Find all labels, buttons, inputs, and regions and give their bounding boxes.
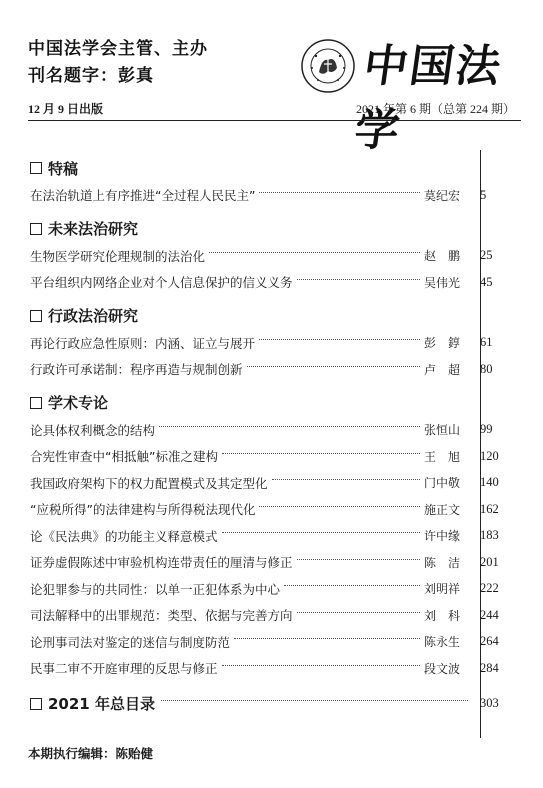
dot-leader xyxy=(159,426,420,427)
dot-leader xyxy=(161,700,468,701)
article-title: 平台组织内网络企业对个人信息保护的信义义务 xyxy=(30,275,293,291)
page-number: 284 xyxy=(480,660,499,675)
section-title-text: 学术专论 xyxy=(48,394,109,412)
article-title: 我国政府架构下的权力配置模式及其定型化 xyxy=(30,475,268,491)
article-title: 生物医学研究伦理规制的法治化 xyxy=(30,248,206,264)
article-author: 施正文 xyxy=(424,502,461,517)
toc-entry[interactable] xyxy=(30,629,520,656)
article-author: 许中缘 xyxy=(424,529,461,544)
article-author: 刘 科 xyxy=(424,608,461,623)
dot-leader xyxy=(297,612,420,613)
checkbox-square-icon xyxy=(30,162,42,174)
toc-entry[interactable] xyxy=(30,496,520,523)
toc-entry[interactable] xyxy=(30,443,520,470)
journal-logo-calligraphy: 中国法学 xyxy=(351,41,506,156)
page-number: 120 xyxy=(480,448,499,463)
issue-number: 2021 年第 6 期（总第 224 期） xyxy=(355,102,515,116)
annual-index-entry[interactable] xyxy=(30,690,520,718)
toc-section xyxy=(30,389,520,682)
toc-entry[interactable] xyxy=(30,470,520,497)
dot-leader xyxy=(259,339,420,340)
toc-entry[interactable] xyxy=(30,330,520,357)
article-title: 民事二审不开庭审理的反思与修正 xyxy=(30,661,218,677)
toc-entry[interactable] xyxy=(30,269,520,296)
article-author: 彭 錞 xyxy=(424,336,461,351)
toc-entry[interactable] xyxy=(30,243,520,270)
journal-seal-icon xyxy=(300,38,356,94)
article-author: 吴伟光 xyxy=(424,275,461,290)
page-number: 25 xyxy=(480,248,493,263)
checkbox-square-icon xyxy=(30,310,42,322)
masthead xyxy=(28,36,208,90)
article-author: 赵 鹏 xyxy=(424,249,461,264)
dot-leader xyxy=(259,192,420,193)
dot-leader xyxy=(234,638,420,639)
toc-section xyxy=(30,302,520,383)
section-title xyxy=(30,215,520,243)
article-title: 论具体权利概念的结构 xyxy=(30,422,156,438)
table-of-contents xyxy=(30,148,520,718)
article-title: 再论行政应急性原则：内涵、证立与展开 xyxy=(30,335,256,351)
page-number: 162 xyxy=(480,501,499,516)
article-author: 陈 洁 xyxy=(424,555,461,570)
section-title xyxy=(30,389,520,417)
page-number: 244 xyxy=(480,607,499,622)
page-number: 264 xyxy=(480,634,499,649)
page-number: 183 xyxy=(480,528,499,543)
page-number: 5 xyxy=(480,187,487,202)
executive-editor: 本期执行编辑：陈贻健 xyxy=(28,746,154,761)
toc-entry[interactable] xyxy=(30,602,520,629)
article-title: 在法治轨道上有序推进“全过程人民民主” xyxy=(30,188,256,204)
page-number: 99 xyxy=(480,422,493,437)
publish-date: 12 月 9 日出版 xyxy=(28,102,104,116)
page-number: 303 xyxy=(480,696,499,710)
toc-entry[interactable] xyxy=(30,182,520,209)
article-author: 王 旭 xyxy=(424,449,461,464)
checkbox-square-icon xyxy=(30,223,42,235)
article-title: “应税所得”的法律建构与所得税法现代化 xyxy=(30,502,256,518)
section-title-text: 特稿 xyxy=(48,159,79,178)
page-number: 201 xyxy=(480,554,499,569)
page-number: 222 xyxy=(480,581,499,596)
section-title-text: 未来法治研究 xyxy=(48,220,139,238)
checkbox-square-icon xyxy=(30,397,42,409)
toc-section xyxy=(30,215,520,296)
dot-leader xyxy=(222,665,420,666)
dot-leader xyxy=(209,252,420,253)
article-author: 刘明祥 xyxy=(424,582,461,597)
dot-leader xyxy=(297,559,420,560)
dot-leader xyxy=(272,479,420,480)
article-author: 莫纪宏 xyxy=(424,188,461,203)
section-title-text: 行政法治研究 xyxy=(48,307,139,325)
article-title: 行政许可承诺制：程序再造与规制创新 xyxy=(30,362,243,378)
page-number: 80 xyxy=(480,361,493,376)
toc-entry[interactable] xyxy=(30,523,520,550)
article-author: 段文波 xyxy=(424,661,461,676)
toc-entry[interactable] xyxy=(30,549,520,576)
article-title: 论刑事司法对鉴定的迷信与制度防范 xyxy=(30,634,231,650)
toc-entry[interactable] xyxy=(30,417,520,444)
page-number: 45 xyxy=(480,274,493,289)
dot-leader xyxy=(222,453,420,454)
dot-leader xyxy=(284,585,420,586)
toc-entry[interactable] xyxy=(30,655,520,682)
article-author: 卢 超 xyxy=(424,362,461,377)
article-title: 司法解释中的出罪规范：类型、依据与完善方向 xyxy=(30,608,293,624)
article-author: 门中敬 xyxy=(424,476,461,491)
section-title xyxy=(30,154,520,182)
annual-index-title: 2021 年总目录 xyxy=(48,695,155,713)
article-title: 证券虚假陈述中审验机构连带责任的厘清与修正 xyxy=(30,555,293,571)
article-title: 合宪性审查中“相抵触”标准之建构 xyxy=(30,449,218,465)
toc-section xyxy=(30,154,520,209)
dot-leader xyxy=(259,506,420,507)
header-divider xyxy=(28,120,521,121)
issue-info xyxy=(28,100,515,117)
article-author: 张恒山 xyxy=(424,423,461,438)
sponsor-line: 中国法学会主管、主办 xyxy=(28,39,208,59)
page-number: 61 xyxy=(480,335,493,350)
article-author: 陈永生 xyxy=(424,635,461,650)
page-number: 140 xyxy=(480,475,499,490)
calligraphy-credit: 刊名题字：彭真 xyxy=(28,66,154,86)
toc-entry[interactable] xyxy=(30,576,520,603)
article-title: 论犯罪参与的共同性：以单一正犯体系为中心 xyxy=(30,581,281,597)
dot-leader xyxy=(222,532,420,533)
toc-entry[interactable] xyxy=(30,356,520,383)
dot-leader xyxy=(247,366,420,367)
checkbox-square-icon xyxy=(30,698,42,710)
section-title xyxy=(30,302,520,330)
article-title: 论《民法典》的功能主义释意模式 xyxy=(30,528,218,544)
dot-leader xyxy=(297,279,420,280)
